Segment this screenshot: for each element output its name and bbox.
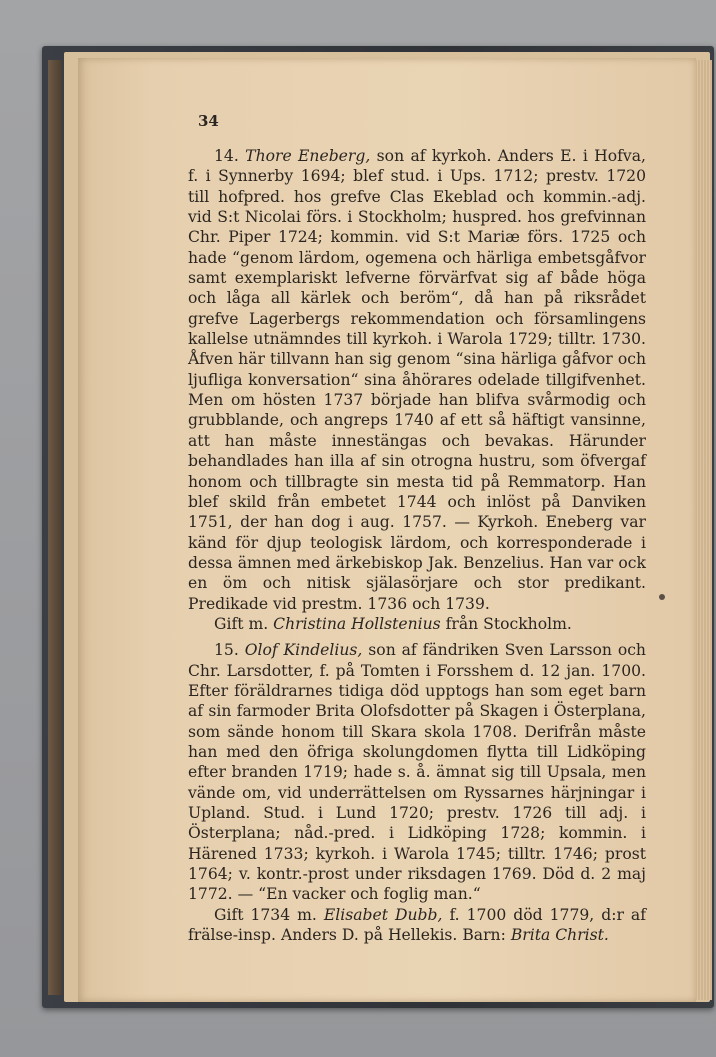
entry-15 — [188, 640, 646, 904]
entry-number: 14. — [214, 147, 239, 165]
marriage-suffix: från Stockholm. — [445, 614, 572, 633]
page-number: 34 — [198, 112, 219, 130]
ink-spot — [659, 594, 665, 600]
entry-14-marriage — [188, 614, 646, 634]
spouse-name: Elisabet Dubb, — [323, 905, 443, 924]
entry-text: son af fändriken Sven Larsson och Chr. Larsdotter, f. på Tomten i Forsshem d. 12 jan. 1700. Efter föräldrarnes tidiga död upptogs han som eget barn af sin farmoder Brita Olofsdotter på Skagen i Österplana, som sände honom till Skara skola 1708. Derifrån måste han med den öfriga skolungdomen flytta till Lidköping efter branden 1719; hade s. å. ämnat sig till Upsala, men vände om, vid underrättelsen om Ryssarnes härjningar i Upland. Stud. i Lund 1720; prestv. 1726 till adj. i Österplana; nåd.-pred. i Lidköping 1728; kommin. i Härened 1733; kyrkoh. i Warola 1745; tilltr. 1746; prost 1764; v. kontr.-prost under riksdagen 1769. Död d. 2 maj 1772. — “En vacker och foglig man.“ — [188, 641, 646, 904]
marriage-prefix: Gift 1734 m. — [214, 905, 317, 924]
entry-text: son af kyrkoh. Anders E. i Hofva, f. i Synnerby 1694; blef stud. i Ups. 1712; prestv. 1720 till hofpred. hos grefve Clas Ekeblad och kommin.-adj. vid S:t Nicolai förs. i Stockholm; huspred. hos grefvinnan Chr. Piper 1724; kommin. vid S:t Mariæ förs. 1725 och hade “genom lärdom, ogemena och härliga embetsgåfvor samt exemplariskt lefverne förvärfvat sig af både höga och låga all kärlek och beröm“, då han på riksrådet grefve Lagerbergs rekommendation och församlingens kallelse utnämndes till kyrkoh. i Warola 1729; tilltr. 1730. Åfven här tillvann han sig genom “sina härliga gåfvor och ljufliga konversation“ sina åhörares odelade tillgifvenhet. Men om hösten 1737 började han blifva svårmodig och grubblande, och angreps 1740 af ett så häftigt vansinne, att han måste innestängas och bevakas. Härunder behandlades han illa af sin otrogna hustru, som öfvergaf honom och tillbragte sin mesta tid på Remmatorp. Han blef skild från embetet 1744 och inlöst på Danviken 1751, der han dog i aug. 1757. — Kyrkoh. Eneberg var känd för djup teologisk lärdom, och korresponderade i dessa ämnen med ärkebiskop Jak. Benzelius. Han var ock en öm och nitisk själasörjare och stor predikant. Predikade vid prestm. 1736 och 1739. — [188, 147, 646, 613]
marriage-prefix: Gift m. — [214, 614, 269, 633]
entry-number: 15. — [214, 641, 239, 660]
entry-15-marriage — [188, 905, 646, 946]
page-text — [188, 146, 646, 945]
entry-14 — [188, 146, 646, 614]
marriage-suffix: f. 1700 död 1779, d:r af frälse-insp. Anders D. på Hellekis. Barn: — [188, 905, 646, 945]
book-spine-edge — [48, 60, 62, 995]
spouse-name: Christina Hollstenius — [273, 614, 441, 633]
children-names: Brita Christ. — [510, 926, 609, 945]
page-edges — [696, 60, 712, 1000]
entry-name: Olof Kindelius, — [244, 641, 363, 660]
entry-name: Thore Eneberg, — [245, 147, 371, 165]
